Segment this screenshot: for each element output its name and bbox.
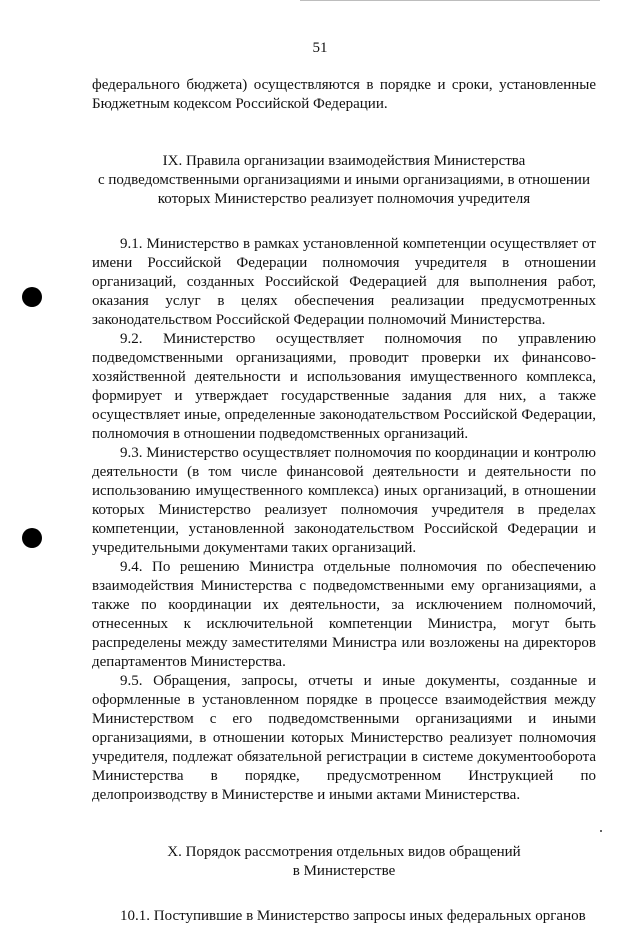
section-x-heading [92,843,596,881]
punch-hole-mark [22,287,42,307]
section-ix-heading [92,152,596,209]
paragraph-9-3: 9.3. Министерство осуществляет полномочия по координации и контролю деятельности (в том числе финансовой деятельности и деятельности по использованию имущественного комплекса) иных организаций, в отношении которых Министерство реализует полномочия учредителя в пределах компетенции, установленной законодательством Российской Федерации и учредительными документами таких организаций. [92,445,596,556]
paragraph-9-2: 9.2. Министерство осуществляет полномочия по управлению подведомственными организациями, проводит проверки их финансово-хозяйственной деятельности и использования имущественного комплекса, формирует и утверждает государственные задания для них, а также осуществляет иные, определенные законодательством Российской Федерации, полномочия в отношении подведомственных организаций. [92,331,596,442]
section-heading-line: которых Министерство реализует полномочия учредителя [157,191,531,207]
paragraph-9-5: 9.5. Обращения, запросы, отчеты и иные документы, созданные и оформленные в установленном порядке в процессе взаимодействия между Министерством с его подведомственными организациями и иными организациями, в отношении которых Министерство реализует полномочия учредителя, подлежат обязательной регистрации в системе документооборота Министерства в порядке, предусмотренном Инструкцией по делопроизводству в Министерстве и иными актами Министерства. [92,673,596,803]
section-heading-line: в Министерстве [292,863,396,879]
section-heading-line: с подведомственными организациями и иными организациями, в отношении [98,172,590,188]
section-heading-line: X. Порядок рассмотрения отдельных видов обращений [167,844,521,860]
section-x-body [92,907,596,926]
section-heading-line: IX. Правила организации взаимодействия Министерства [162,153,526,169]
intro-paragraph: федерального бюджета) осуществляются в порядке и сроки, установленные Бюджетным кодексом Российской Федерации. [92,77,596,112]
scan-edge-line [300,0,600,1]
paragraph-9-4: 9.4. По решению Министра отдельные полномочия по обеспечению взаимодействия Министерства с подведомственными ему организациями, а также по координации их деятельности, за исключением полномочий, отнесенных к исключительной компетенции Министра, могут быть распределены между заместителями Министра или возложены на директоров департаментов Министерства. [92,559,596,670]
document-body [92,76,596,926]
section-ix-body [92,235,596,805]
scan-speck [600,830,602,832]
punch-hole-mark [22,528,42,548]
paragraph-10-1: 10.1. Поступившие в Министерство запросы иных федеральных органов [120,908,586,924]
page-number: 51 [312,40,328,56]
paragraph-9-1: 9.1. Министерство в рамках установленной компетенции осуществляет от имени Российской Федерации полномочия учредителя в отношении организаций, созданных Российской Федерацией для выполнения работ, оказания услуг в целях обеспечения реализации предусмотренных законодательством Российской Федерации полномочий Министерства. [92,236,596,328]
